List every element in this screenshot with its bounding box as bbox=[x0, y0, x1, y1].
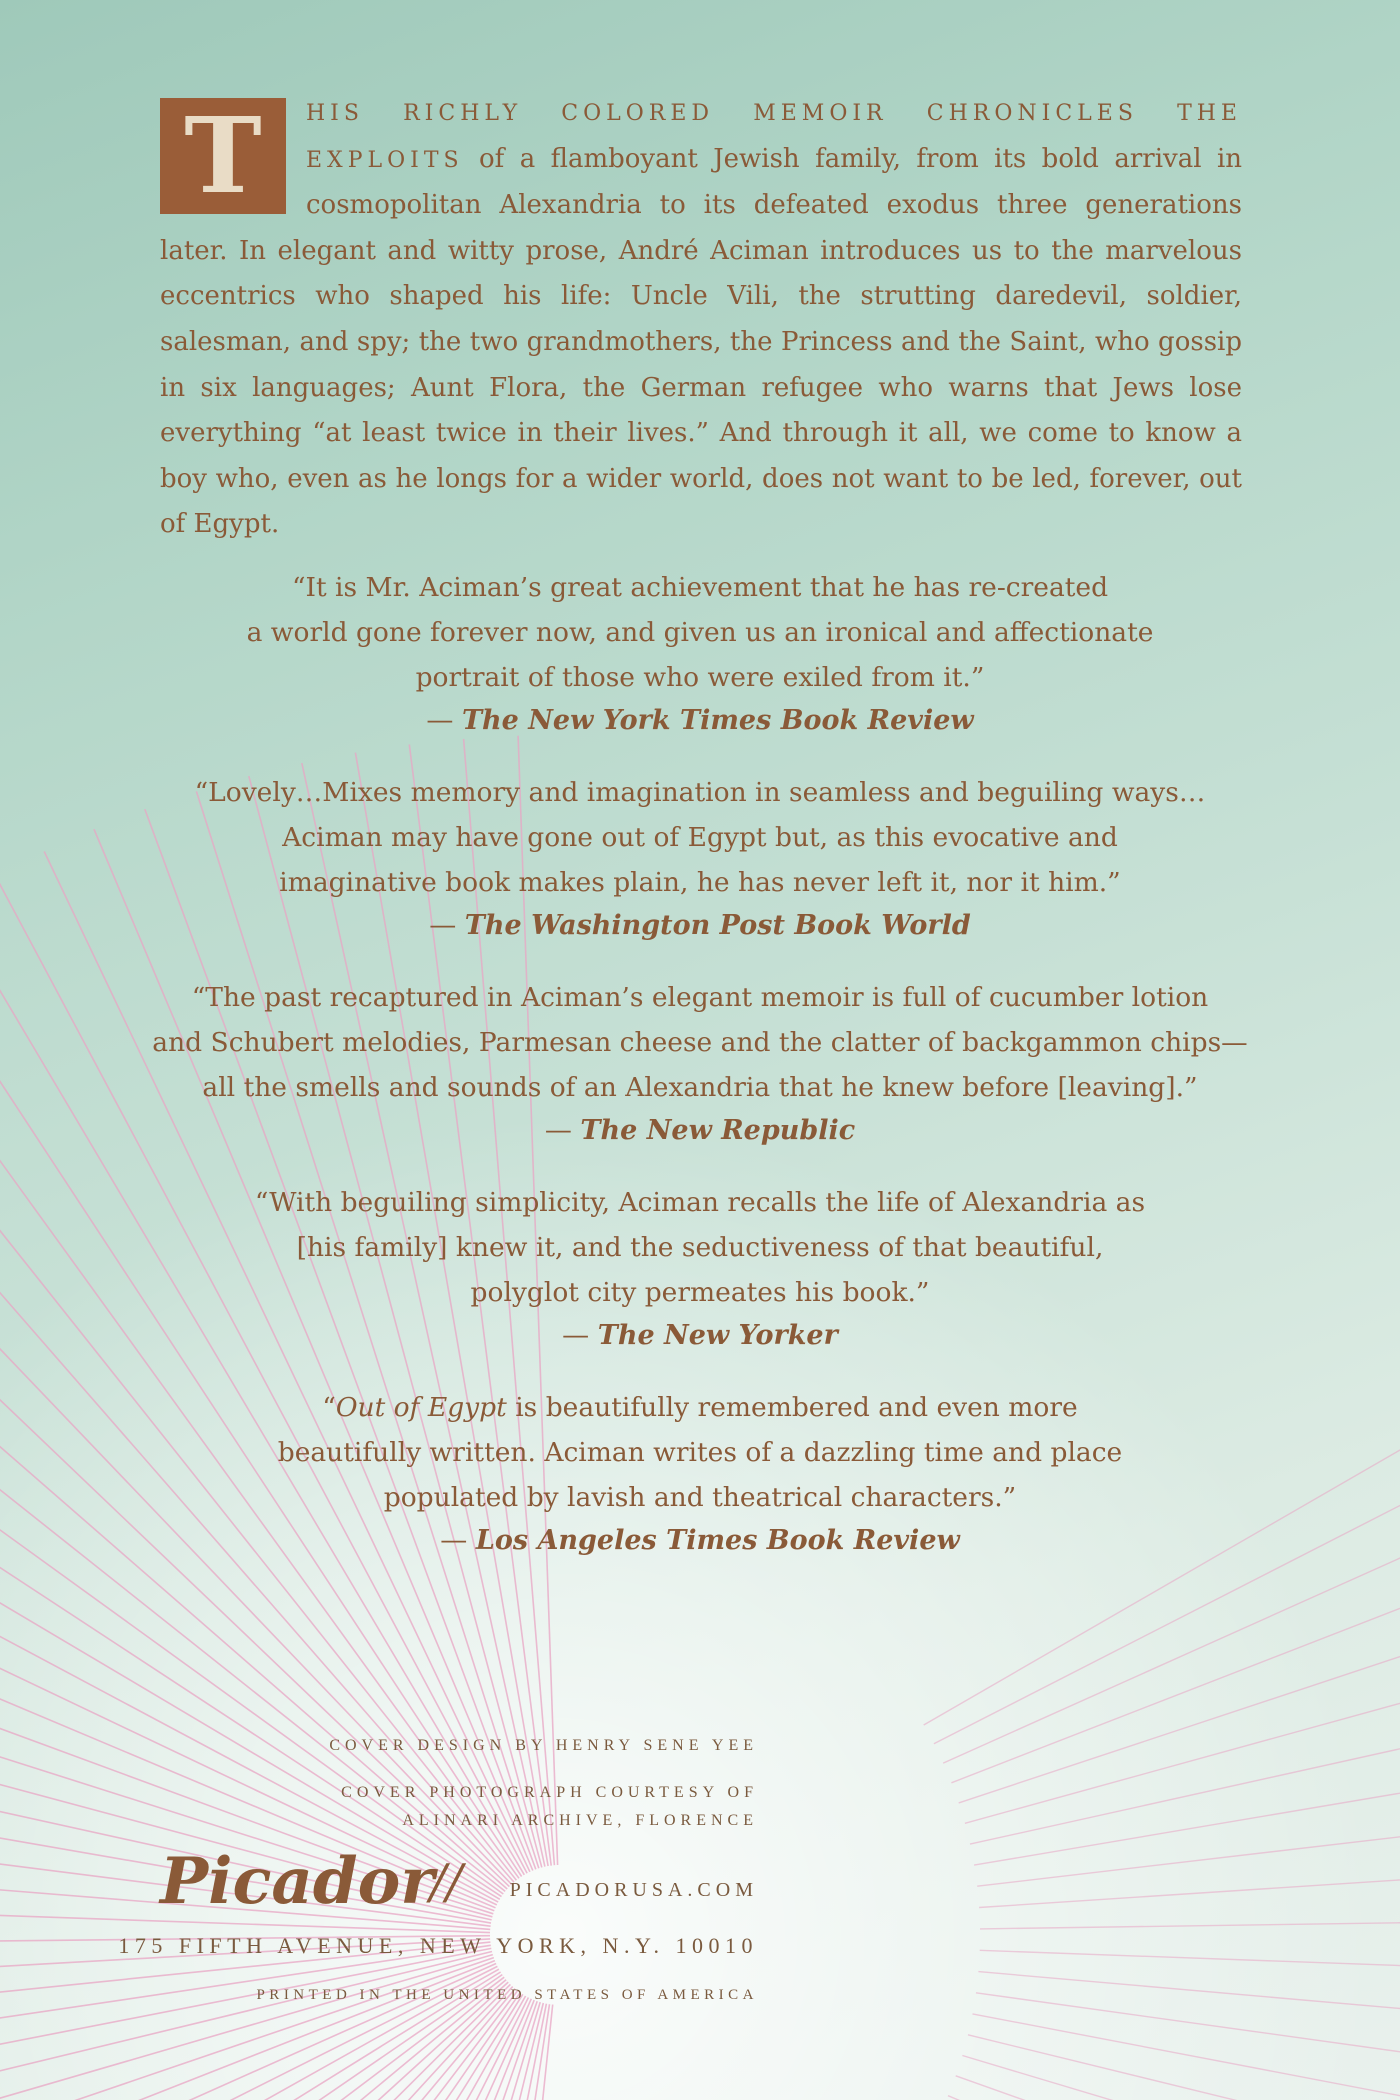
quote-line: “Lovely…Mixes memory and imagination in seamless and beguiling ways… bbox=[194, 777, 1206, 808]
review-quote-2 bbox=[130, 770, 1270, 947]
quote-line: polyglot city permeates his book.” bbox=[470, 1277, 930, 1308]
quote-source bbox=[130, 1315, 1270, 1357]
review-quote-1 bbox=[130, 565, 1270, 742]
publisher-logo-row bbox=[160, 1842, 758, 1922]
blurb-paragraph bbox=[160, 90, 1242, 548]
publisher-url: PICADORUSA.COM bbox=[509, 1879, 758, 1901]
printed-in-notice: PRINTED IN THE UNITED STATES OF AMERICA bbox=[256, 1987, 758, 2003]
quote-source-name: The Washington Post Book World bbox=[464, 910, 971, 941]
quote-line: populated by lavish and theatrical characters.” bbox=[383, 1482, 1017, 1513]
photo-credit-line: COVER PHOTOGRAPH COURTESY OF bbox=[341, 1784, 758, 1801]
review-quote-4 bbox=[130, 1180, 1270, 1357]
quote-source bbox=[130, 1520, 1270, 1562]
cover-design-credit: COVER DESIGN BY HENRY SENE YEE bbox=[329, 1737, 758, 1754]
quote-dash: — bbox=[429, 910, 465, 941]
quote-dash: — bbox=[562, 1320, 598, 1351]
quote-line bbox=[130, 1385, 1270, 1430]
quote-source bbox=[130, 700, 1270, 742]
quote-line-rest: is beautifully remembered and even more bbox=[506, 1392, 1078, 1423]
quote-dash: — bbox=[426, 705, 462, 736]
quote-source-name: The New York Times Book Review bbox=[461, 705, 974, 736]
quote-line: portrait of those who were exiled from it.” bbox=[415, 662, 985, 693]
quote-line: [his family] knew it, and the seductiveness of that beautiful, bbox=[296, 1232, 1104, 1263]
quote-source bbox=[130, 905, 1270, 947]
quote-line: all the smells and sounds of an Alexandria that he knew before [leaving].” bbox=[202, 1072, 1198, 1103]
cover-photo-credit bbox=[341, 1779, 758, 1835]
quote-dash: — bbox=[544, 1115, 581, 1146]
drop-cap-letter: T bbox=[184, 94, 262, 217]
quote-line: Aciman may have gone out of Egypt but, as this evocative and bbox=[282, 822, 1118, 853]
quote-line: “With beguiling simplicity, Aciman recalls the life of Alexandria as bbox=[254, 1187, 1146, 1218]
quote-source-name: The New Yorker bbox=[597, 1320, 838, 1351]
quote-line: “It is Mr. Aciman’s great achievement that he has re-created bbox=[291, 572, 1109, 603]
quote-source-name: The New Republic bbox=[580, 1115, 856, 1146]
logo-slash: // bbox=[430, 1854, 463, 1910]
review-quote-3 bbox=[130, 975, 1270, 1152]
quote-line: and Schubert melodies, Parmesan cheese and the clatter of backgammon chips— bbox=[152, 1027, 1248, 1058]
quote-line: a world gone forever now, and given us an ironical and affectionate bbox=[246, 617, 1154, 648]
quote-line: “The past recaptured in Aciman’s elegant memoir is full of cucumber lotion bbox=[191, 982, 1209, 1013]
review-quote-5 bbox=[130, 1385, 1270, 1562]
drop-cap bbox=[160, 94, 286, 217]
publisher-address: 175 FIFTH AVENUE, NEW YORK, N.Y. 10010 bbox=[118, 1933, 758, 1958]
quote-source-name: Los Angeles Times Book Review bbox=[475, 1525, 960, 1556]
quote-line: imaginative book makes plain, he has never left it, nor it him.” bbox=[279, 867, 1121, 898]
quote-source bbox=[130, 1110, 1270, 1152]
quote-open-mark: “ bbox=[322, 1392, 336, 1423]
quote-line: beautifully written. Aciman writes of a dazzling time and place bbox=[277, 1437, 1123, 1468]
picador-logo: Picador bbox=[160, 1844, 435, 1919]
quote-dash: — bbox=[440, 1525, 476, 1556]
book-title: Out of Egypt bbox=[335, 1392, 507, 1423]
blurb-body: of a flamboyant Jewish family, from its bold arrival in cosmopolitan Alexandria to its defeated exodus three generations later. In elegant and witty prose, André Aciman introduces us to the marvelous eccentrics who shaped his life: Uncle Vili, the strutting daredevil, soldier, salesman, and spy; the two grandmothers, the Princess and the Saint, who gossip in six languages; Aunt Flora, the German refugee who warns that Jews lose everything “at least twice in their lives.” And through it all, we come to know a boy who, even as he longs for a wider world, does not want to be led, forever, out of Egypt. bbox=[160, 143, 1242, 540]
photo-credit-line: ALINARI ARCHIVE, FLORENCE bbox=[402, 1812, 758, 1829]
blurb-lead-in: HIS RICHLY COLORED MEMOIR CHRONICLES THE EXPLOITS bbox=[306, 101, 1242, 173]
